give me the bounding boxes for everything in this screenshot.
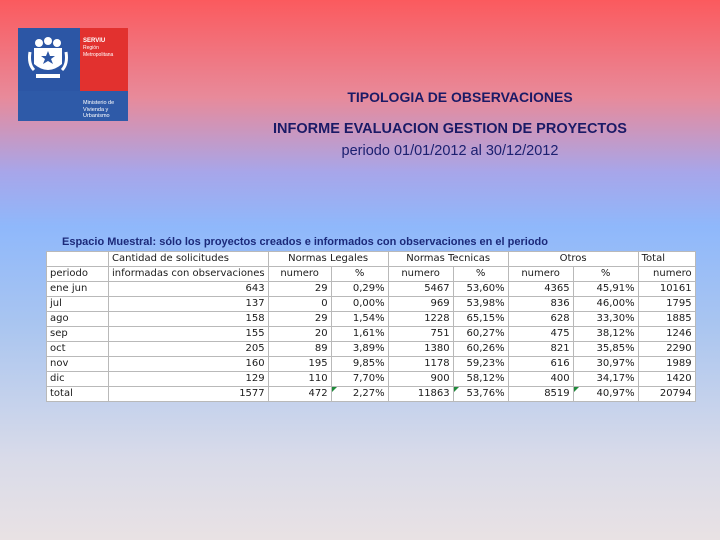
table-row (47, 357, 696, 372)
cell-total: 10161 (638, 282, 695, 297)
table-header-row-1 (47, 252, 696, 267)
table-row (47, 342, 696, 357)
cell-ot-pct: 38,12% (573, 327, 638, 342)
logo-ministry: Ministerio de Vivienda y Urbanismo (83, 100, 115, 119)
cell-ot-num: 821 (508, 342, 573, 357)
header-solicitudes-1: Cantidad de solicitudes (109, 252, 269, 267)
header-normas-tecnicas: Normas Tecnicas (388, 252, 508, 267)
cell-nl-pct: 1,61% (331, 327, 388, 342)
cell-nt-pct: 53,98% (453, 297, 508, 312)
cell-nt-pct: 65,15% (453, 312, 508, 327)
table-row (47, 372, 696, 387)
cell-nt-num: 1228 (388, 312, 453, 327)
header-nt-pct: % (453, 267, 508, 282)
cell-periodo: oct (47, 342, 109, 357)
cell-ot-pct: 45,91% (573, 282, 638, 297)
cell-nl-pct: 0,00% (331, 297, 388, 312)
header-periodo: periodo (47, 267, 109, 282)
cell-nt-num: 969 (388, 297, 453, 312)
cell-ot-num: 475 (508, 327, 573, 342)
cell-nl-num: 29 (268, 282, 331, 297)
cell-nl-pct: 9,85% (331, 357, 388, 372)
cell-nl-num: 472 (268, 387, 331, 402)
cell-ot-pct: 40,97% (573, 387, 638, 402)
cell-ot-pct: 30,97% (573, 357, 638, 372)
cell-nt-pct: 53,60% (453, 282, 508, 297)
cell-nl-pct: 1,54% (331, 312, 388, 327)
header-nl-numero: numero (268, 267, 331, 282)
cell-nl-pct: 3,89% (331, 342, 388, 357)
header-total-numero: numero (638, 267, 695, 282)
cell-ot-num: 628 (508, 312, 573, 327)
report-subtitle: INFORME EVALUACION GESTION DE PROYECTOS (273, 121, 627, 137)
cell-nl-pct: 7,70% (331, 372, 388, 387)
table-row (47, 327, 696, 342)
cell-total: 1885 (638, 312, 695, 327)
table-row (47, 297, 696, 312)
sample-space-caption: Espacio Muestral: sólo los proyectos creados e informados con observaciones en el periodo (62, 236, 548, 248)
cell-nl-num: 0 (268, 297, 331, 312)
header-otros: Otros (508, 252, 638, 267)
cell-ot-pct: 46,00% (573, 297, 638, 312)
cell-ot-pct: 34,17% (573, 372, 638, 387)
header-ot-numero: numero (508, 267, 573, 282)
cell-periodo: ene jun (47, 282, 109, 297)
cell-nl-num: 89 (268, 342, 331, 357)
cell-periodo: total (47, 387, 109, 402)
logo-line1: SERVIU (83, 38, 106, 44)
cell-nt-pct: 53,76% (453, 387, 508, 402)
report-period: periodo 01/01/2012 al 30/12/2012 (341, 143, 559, 159)
cell-periodo: dic (47, 372, 109, 387)
cell-nt-pct: 60,27% (453, 327, 508, 342)
observations-table (46, 251, 696, 402)
cell-cantidad: 205 (109, 342, 269, 357)
cell-nt-num: 1178 (388, 357, 453, 372)
cell-nt-pct: 58,12% (453, 372, 508, 387)
cell-cantidad: 643 (109, 282, 269, 297)
cell-cantidad: 129 (109, 372, 269, 387)
cell-total: 1795 (638, 297, 695, 312)
chile-crest-icon (26, 34, 70, 82)
cell-ot-num: 8519 (508, 387, 573, 402)
cell-total: 1989 (638, 357, 695, 372)
cell-ot-num: 400 (508, 372, 573, 387)
cell-ot-num: 836 (508, 297, 573, 312)
table-header-row-2 (47, 267, 696, 282)
header-normas-legales: Normas Legales (268, 252, 388, 267)
logo-line2: Región Metropolitana (83, 45, 114, 58)
cell-nt-num: 11863 (388, 387, 453, 402)
page-title: TIPOLOGIA DE OBSERVACIONES (347, 89, 573, 105)
cell-cantidad: 1577 (109, 387, 269, 402)
cell-ot-num: 4365 (508, 282, 573, 297)
cell-cantidad: 137 (109, 297, 269, 312)
cell-nt-num: 5467 (388, 282, 453, 297)
cell-ot-pct: 33,30% (573, 312, 638, 327)
cell-nl-num: 195 (268, 357, 331, 372)
cell-ot-num: 616 (508, 357, 573, 372)
cell-nl-pct: 2,27% (331, 387, 388, 402)
cell-nl-pct: 0,29% (331, 282, 388, 297)
cell-cantidad: 158 (109, 312, 269, 327)
serviu-logo (18, 28, 128, 121)
cell-nt-pct: 60,26% (453, 342, 508, 357)
header-nl-pct: % (331, 267, 388, 282)
cell-nt-num: 751 (388, 327, 453, 342)
header-solicitudes-2: informadas con observaciones (109, 267, 269, 282)
table-row (47, 312, 696, 327)
cell-total: 2290 (638, 342, 695, 357)
header-nt-numero: numero (388, 267, 453, 282)
header-total: Total (638, 252, 695, 267)
header-ot-pct: % (573, 267, 638, 282)
cell-ot-pct: 35,85% (573, 342, 638, 357)
cell-nt-num: 900 (388, 372, 453, 387)
cell-total: 1246 (638, 327, 695, 342)
cell-nl-num: 110 (268, 372, 331, 387)
cell-periodo: nov (47, 357, 109, 372)
cell-cantidad: 160 (109, 357, 269, 372)
cell-nl-num: 20 (268, 327, 331, 342)
cell-total: 1420 (638, 372, 695, 387)
cell-total: 20794 (638, 387, 695, 402)
table-row-total (47, 387, 696, 402)
table-row (47, 282, 696, 297)
cell-cantidad: 155 (109, 327, 269, 342)
cell-periodo: ago (47, 312, 109, 327)
cell-periodo: jul (47, 297, 109, 312)
cell-nl-num: 29 (268, 312, 331, 327)
cell-periodo: sep (47, 327, 109, 342)
cell-nt-pct: 59,23% (453, 357, 508, 372)
cell-nt-num: 1380 (388, 342, 453, 357)
